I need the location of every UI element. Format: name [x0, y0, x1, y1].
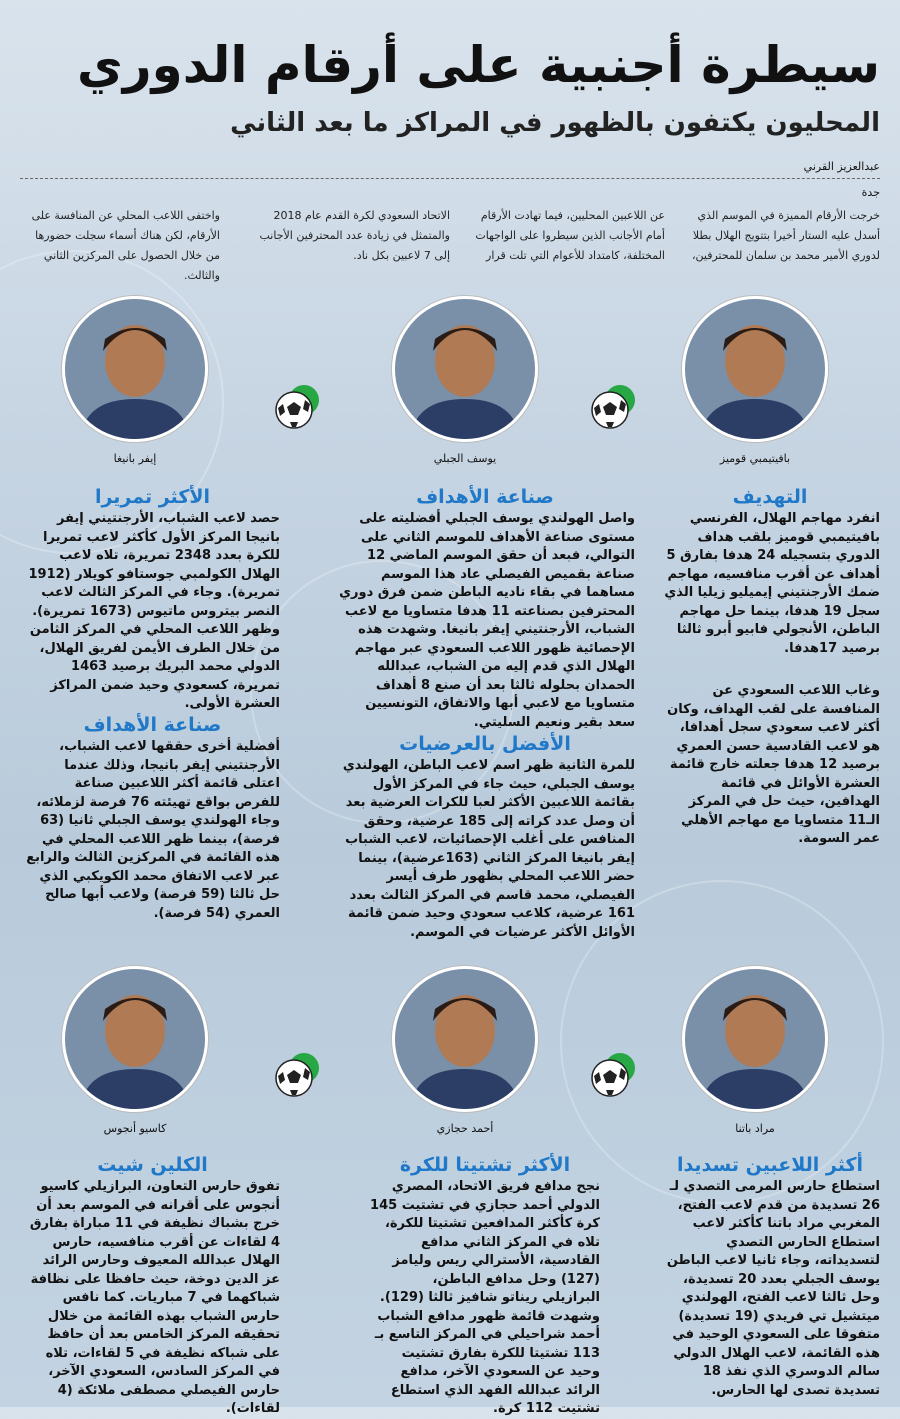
player-name: بافيتيمبي قوميز [719, 452, 791, 465]
player-photo [62, 296, 208, 442]
section-body: استطاع حارس المرمى التصدي لـ 26 تسديدة من قدم لاعب الفتح، المغربي مراد باتنا كأكثر لاعب استطاع الحارس التصدي لتسديداته، وجاء ثانيا لاعب الباطن يوسف الجبلي بعدد 20 تسديدة، وحل ثالثا لاعب الفتح، الهولندي ميتشيل تي فريدي (19 تسديدة) متفوقا على السعودي الوحيد في هذه القائمة، لاعب الهلال الدولي سالم الدوسري الذي نفذ 18 تسديدة تصدى لها الحارس. [666, 1179, 880, 1398]
player-card [60, 966, 210, 1135]
intro-column-4: واختفى اللاعب المحلي عن المنافسة على الأرقام، لكن هناك أسماء سجلت حضورها من خلال الحصول على المركزين الثاني والثالث. [31, 209, 220, 282]
section-scoring [660, 486, 880, 658]
intro-column-1: خرجت الأرقام المميزة في الموسم الذي أسدل عليه الستار أخيرا بتتويج الهلال بطلا لدوري الأمير محمد بن سلمان للمحترفين، [691, 209, 880, 262]
player-photo [62, 966, 208, 1112]
section-title: الأفضل بالعرضيات [399, 733, 571, 755]
section-body: واصل الهولندي يوسف الجبلي أفضليته على مستوى صناعة الأهداف للموسم الثاني على التوالي، فبعد أن حقق الموسم الماضي 12 صناعة بقميص الفيصلي عاد هذا الموسم مساهما في بقاء ناديه الباطن ضمن فرق دوري المحترفين بصناعته 11 هدفا متساويا مع لاعب الشباب، الأرجنتيني إيفر بانيغا. وشهدت هذه الإحصائية ظهور اللاعب السعودي عبر مهاجم الهلال الذي قدم إليه من الشباب، عبدالله الحمدان بحلوله ثالثا بعد أن صنع 8 أهداف متساويا مع لاعبي أبها والاتفاق، التونسيين سعد بقير ونعيم السليتي. [339, 511, 635, 730]
section-body: أفضلية أخرى حققها لاعب الشباب، الأرجنتيني إيفر بانيجا، وذلك عندما اعتلى قائمة أكثر اللاعبين صناعة للفرص بواقع تهيئته 76 فرصة لزملائه، وجاء الهولندي يوسف الجبلي ثانيا (63 فرصة)، بينما ظهر اللاعب المحلي في هذه القائمة في المركزين الثالث والرابع عبر لاعب الاتفاق محمد الكويكبي الذي حل ثالثا (59 فرصة) ولاعب أبها صالح العمري (54 فرصة). [26, 739, 280, 921]
divider [20, 178, 880, 179]
soccer-ball-icon [272, 382, 322, 432]
player-name: مراد باتنا [735, 1122, 775, 1135]
intro-column-2: عن اللاعبين المحليين، فيما تهادت الأرقام أمام الأجانب الذين سيطروا على الواجهات المختلفة، كامتداد للأعوام التي تلت قرار [475, 209, 665, 262]
section-crosses [335, 733, 635, 942]
section-title: التهديف [732, 486, 808, 508]
section-title: الأكثر تشتيتا للكرة [399, 1154, 571, 1176]
section-body: للمرة الثانية ظهر اسم لاعب الباطن، الهولندي يوسف الجبلي، حيث جاء في المركز الأول بقائمة اللاعبين الأكثر لعبا للكرات العرضية بعد أن وصل عدد كراته إلى 185 عرضية، وحقق المنافس على أغلب الإحصائيات، لاعب الشباب إيفر بانيغا المركز الثاني (163عرضية)، بينما حضر اللاعب المحلي بظهور طرف أيسر الفيصلي، محمد قاسم في المركز الثالث بعدد 161 عرضية، كلاعب سعودي وحيد ضمن قائمة الأوائل الأكثر عرضيات في الموسم. [342, 758, 635, 940]
section-title: أكثر اللاعبين تسديدا [676, 1154, 864, 1176]
dateline-city: جدة [861, 186, 880, 199]
player-photo [392, 966, 538, 1112]
player-photo [682, 296, 828, 442]
section-title: صناعة الأهداف [83, 714, 222, 736]
soccer-ball-icon [272, 1050, 322, 1100]
player-card [60, 296, 210, 465]
soccer-ball-icon [588, 1050, 638, 1100]
section-assists [335, 486, 635, 732]
player-name: يوسف الجبلي [433, 452, 497, 465]
player-photo [682, 966, 828, 1112]
section-clearances [370, 1154, 600, 1419]
section-title: صناعة الأهداف [416, 486, 554, 508]
section-body: نجح مدافع فريق الاتحاد، المصري الدولي أحمد حجازي في تشتيت 145 كرة كأكثر المدافعين تشتيتا للكرة، تلاه في المركز الثاني مدافع القادسية، الأسترالي ريس وليامز (127) وحل مدافع الباطن، البرازيلي ريناتو شافيز ثالثا (129). وشهدت قائمة ظهور مدافع الشباب أحمد شراحيلي في المركز التاسع بـ 113 تشتيتا للكرة بفارق تشتيت وحيد عن السعودي الآخر، مدافع الرائد عبدالله الفهد الذي استطاع تشتيت 112 كرة. [370, 1179, 600, 1416]
section-clean-sheets [25, 1154, 280, 1419]
intro-column-3: الاتحاد السعودي لكرة القدم عام 2018 والمتمثل في زيادة عدد المحترفين الأجانب إلى 7 لاعبين بكل ناد. [259, 209, 450, 262]
player-card [680, 966, 830, 1135]
section-title: الأكثر تمريرا [94, 486, 211, 508]
player-name: أحمد حجازي [436, 1122, 494, 1135]
player-card [390, 296, 540, 465]
player-card [390, 966, 540, 1135]
byline: عبدالعزيز القرني [803, 160, 880, 173]
page-subtitle: المحليون يكتفون بالظهور في المراكز ما بعد الثاني [230, 108, 880, 138]
player-card [680, 296, 830, 465]
section-body: انفرد مهاجم الهلال، الفرنسي بافيتيمبي قوميز بلقب هداف الدوري بتسجيله 24 هدفا بفارق 5 أهداف عن أقرب منافسيه، مهاجم ضمك الأرجنتيني إيميليو زيليا الذي سجل 19 هدفا، بينما حل مهاجم الباطن، الأنجولي فابيو أبرو ثالثا برصيد 17هدفا. [664, 511, 880, 656]
section-body: حصد لاعب الشباب، الأرجنتيني إيفر بانيجا المركز الأول كأكثر لاعب تمريرا للكرة بعدد 2348 تمريرة، تلاه لاعب الهلال الكولمبي جوستافو كويلار (1912 تمريرة). وجاء في المركز الثالث لاعب النصر بيتروس ماتيوس (1673 تمريرة). وظهر اللاعب المحلي في المركز الثامن من خلال الطرف الأيمن لفريق الهلال، الدولي محمد البريك برصيد 1463 تمريرة، كسعودي وحيد ضمن المراكز العشرة الأولى. [28, 511, 280, 711]
section-title: الكلين شيت [97, 1154, 208, 1176]
page-title: سيطرة أجنبية على أرقام الدوري [77, 36, 880, 94]
section-body: تفوق حارس التعاون، البرازيلي كاسيو أنجوس على أقرانه في الموسم بعد أن خرج بشباك نظيفة في 11 مباراة بفارق 4 لقاءات عن أقرب منافسيه، حارس الهلال عبدالله المعيوف وحارس الرائد عز الدين دوخة، حيث حافظا على نظافة شباكهما في 7 مباريات. كما نافس حارس الشباب بهذه القائمة من خلال تحقيقه المركز الخامس بعد أن حافظ على شباكه نظيفة في 5 لقاءات، تلاه في المركز السادس، السعودي الآخر، حارس الفيصلي مصطفى ملائكة (4 لقاءات). [29, 1179, 280, 1416]
section-shots [660, 1154, 880, 1400]
section-scoring-local [660, 680, 880, 849]
section-body: وغاب اللاعب السعودي عن المنافسة على لقب الهداف، وكان أكثر لاعب سعودي سجل أهدافا، هو لاعب القادسية حسن العمري برصيد 12 هدفا جعلته خارج قائمة العشرة الأوائل في قائمة الهدافين، حيث حل في المركز الـ11 متساويا مع مهاجم الأهلي عمر السومة. [667, 683, 880, 846]
player-name: إيفر بانيغا [113, 452, 157, 465]
section-passes [25, 486, 280, 714]
player-photo [392, 296, 538, 442]
soccer-ball-icon [588, 382, 638, 432]
section-chances [25, 714, 280, 923]
player-name: كاسيو أنجوس [103, 1122, 167, 1135]
